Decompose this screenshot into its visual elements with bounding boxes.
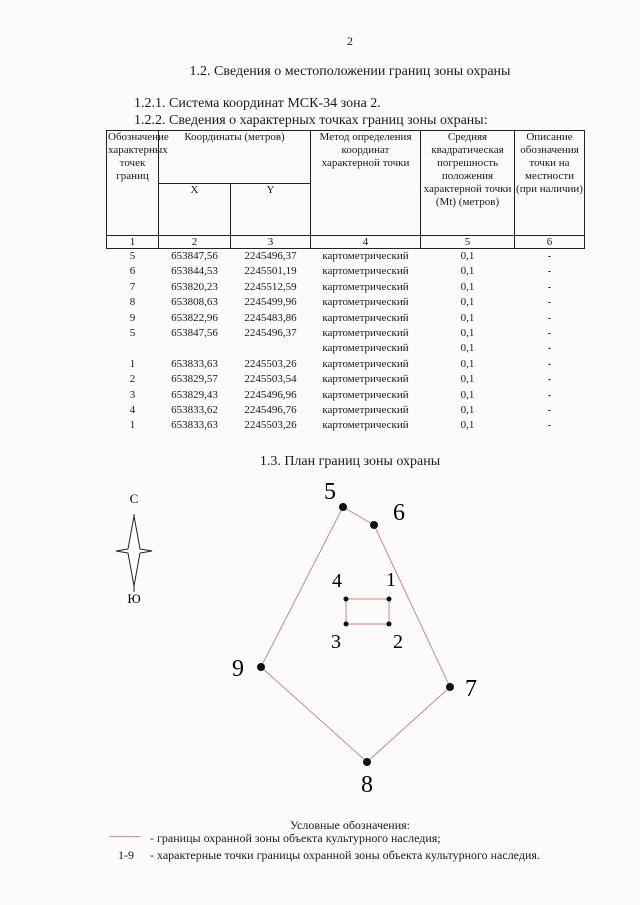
table-row xyxy=(107,388,585,403)
table-cell-error: 0,1 xyxy=(460,388,475,401)
point-label: 9 xyxy=(232,656,244,682)
header-coordinates: Координаты (метров) xyxy=(159,131,311,184)
table-cell-method: картометрический xyxy=(322,404,409,417)
table-cell-x xyxy=(159,341,231,356)
table-cell-desc: - xyxy=(547,357,552,370)
table-row xyxy=(107,311,585,326)
table-cell-y: 2245503,26 xyxy=(244,419,297,432)
table-cell-desc: - xyxy=(547,327,552,340)
table-cell-method: картометрический xyxy=(322,373,409,386)
point-1 xyxy=(386,569,396,602)
table-cell-point: 1 xyxy=(129,357,136,370)
header-point-designation-text: Обозначение характерных точек границ xyxy=(108,131,169,182)
table-cell-y: 2245503,26 xyxy=(244,357,297,370)
table-cell-y: 2245496,37 xyxy=(244,250,297,262)
table-cell-desc: - xyxy=(547,404,552,417)
legend-marker-label: 1-9 xyxy=(118,848,134,862)
page-number: 2 xyxy=(347,34,353,48)
table-cell-point: 8 xyxy=(129,296,136,309)
legend-title: Условные обозначения: xyxy=(289,818,411,832)
header-error: Средняя квадратическая погрешность положения характерной точки (Mt) (метров) xyxy=(421,131,515,236)
table-cell-y: 2245496,96 xyxy=(244,388,297,401)
point-label: 5 xyxy=(324,479,336,505)
table-cell-x: 653808,63 xyxy=(171,296,218,309)
section-title: 1.2. Сведения о местоположении границ зоны охраны xyxy=(189,64,511,79)
table-row xyxy=(107,280,585,295)
table-cell-error: 0,1 xyxy=(460,311,475,324)
header-y: Y xyxy=(231,183,311,236)
table-cell-error: 0,1 xyxy=(460,419,475,432)
legend-boundary-text: - границы охранной зоны объекта культурного наследия; xyxy=(150,831,441,845)
table-cell-x: 653847,56 xyxy=(171,250,218,262)
table-cell-method: картометрический xyxy=(322,296,409,309)
table-cell-point: 2 xyxy=(129,373,136,386)
table-row xyxy=(107,372,585,387)
table-cell-error: 0,1 xyxy=(460,265,475,278)
table-cell-point: 1 xyxy=(129,419,136,432)
table-row xyxy=(107,357,585,372)
table-cell-x: 653822,96 xyxy=(171,311,218,324)
point-7 xyxy=(446,676,477,702)
header-point-designation xyxy=(107,131,169,236)
table-cell-error: 0,1 xyxy=(460,296,475,309)
table-cell-method: картометрический xyxy=(322,419,409,432)
column-number: 2 xyxy=(159,236,231,249)
point-label: 8 xyxy=(361,772,373,798)
point-6 xyxy=(370,500,405,529)
table-cell-desc: - xyxy=(547,388,552,401)
table-row xyxy=(107,326,585,341)
table-cell-x: 653833,62 xyxy=(171,404,218,417)
coordinate-system-line: 1.2.1. Система координат МСК-34 зона 2. xyxy=(134,96,381,111)
table-cell-x: 653829,43 xyxy=(171,388,218,401)
table-cell-y: 2245499,96 xyxy=(244,296,297,309)
table-cell-method: картометрический xyxy=(322,342,409,355)
table-cell-method: картометрический xyxy=(322,280,409,293)
point-label: 6 xyxy=(393,500,405,526)
point-3 xyxy=(331,622,349,654)
table-cell-desc: - xyxy=(547,296,552,309)
legend-points-text: - характерные точки границы охранной зоны объекта культурного наследия. xyxy=(150,848,540,862)
header-x: X xyxy=(159,183,231,236)
point-label: 3 xyxy=(331,631,341,653)
table-cell-error: 0,1 xyxy=(460,373,475,386)
inner-boundary-line xyxy=(346,599,389,624)
table-cell-point: 7 xyxy=(129,280,136,293)
north-label: С xyxy=(129,491,139,506)
table-cell-point: 5 xyxy=(129,327,136,340)
table-cell-method: картометрический xyxy=(322,327,409,340)
column-number: 4 xyxy=(311,236,421,249)
table-cell-y: 2245503,54 xyxy=(244,373,297,386)
table-cell-method: картометрический xyxy=(322,388,409,401)
table-cell-y: 2245483,86 xyxy=(244,311,297,324)
table-cell-x: 653829,57 xyxy=(171,373,218,386)
column-number: 1 xyxy=(107,236,159,249)
table-cell-point: 5 xyxy=(129,250,136,262)
table-cell-method: картометрический xyxy=(322,311,409,324)
table-row xyxy=(107,341,585,356)
table-cell-error: 0,1 xyxy=(460,250,475,262)
point-label: 7 xyxy=(465,676,477,702)
table-cell-desc: - xyxy=(547,280,552,293)
table-cell-method: картометрический xyxy=(322,250,409,262)
column-number: 5 xyxy=(421,236,515,249)
table-cell-x: 653847,56 xyxy=(171,327,218,340)
plan-title: 1.3. План границ зоны охраны xyxy=(259,454,441,469)
table-cell-y: 2245496,37 xyxy=(244,327,297,340)
table-cell-point: 4 xyxy=(129,404,136,417)
table-cell-y: 2245496,76 xyxy=(244,404,297,417)
table-cell-x: 653833,63 xyxy=(171,357,218,370)
point-9 xyxy=(232,656,265,682)
table-row xyxy=(107,249,585,265)
table-cell-x: 653820,23 xyxy=(171,280,218,293)
table-cell-method: картометрический xyxy=(322,357,409,370)
point-5 xyxy=(324,479,347,511)
table-cell-point: 9 xyxy=(129,311,136,324)
table-cell-x: 653833,63 xyxy=(171,419,218,432)
boundary-plan xyxy=(0,470,640,810)
table-cell-desc: - xyxy=(547,342,552,355)
table-cell-desc: - xyxy=(547,265,552,278)
point-label: 4 xyxy=(332,570,342,592)
point-label: 2 xyxy=(393,631,403,653)
table-cell-desc: - xyxy=(547,311,552,324)
point-8 xyxy=(361,758,373,798)
south-label: Ю xyxy=(127,591,141,606)
table-cell-desc: - xyxy=(547,250,552,262)
table-cell-y: 2245501,19 xyxy=(244,265,297,278)
column-number: 6 xyxy=(515,236,585,249)
characteristic-points-line: 1.2.2. Сведения о характерных точках границ зоны охраны: xyxy=(134,113,488,128)
table-cell-error: 0,1 xyxy=(460,342,475,355)
north-arrow-icon xyxy=(116,514,152,592)
table-cell-desc: - xyxy=(547,419,552,432)
table-cell-desc: - xyxy=(547,373,552,386)
table-cell-y: 2245512,59 xyxy=(244,280,297,293)
table-row xyxy=(107,264,585,279)
point-label: 1 xyxy=(386,569,396,591)
table-cell-method: картометрический xyxy=(322,265,409,278)
table-cell-point: 6 xyxy=(129,265,136,278)
outer-boundary-line xyxy=(261,507,450,762)
table-cell-point xyxy=(107,341,159,356)
table-row xyxy=(107,403,585,418)
point-4 xyxy=(332,570,349,602)
table-row xyxy=(107,295,585,310)
header-method: Метод определения координат характерной точки xyxy=(311,131,421,236)
header-description: Описание обозначения точки на местности (при наличии) xyxy=(515,131,585,236)
points-table xyxy=(106,130,585,434)
table-cell-point: 3 xyxy=(129,388,136,401)
table-cell-x: 653844,53 xyxy=(171,265,218,278)
table-cell-error: 0,1 xyxy=(460,357,475,370)
table-cell-error: 0,1 xyxy=(460,404,475,417)
column-number: 3 xyxy=(231,236,311,249)
table-cell-error: 0,1 xyxy=(460,280,475,293)
table-row xyxy=(107,418,585,433)
table-cell-error: 0,1 xyxy=(460,327,475,340)
column-number-row xyxy=(107,236,585,249)
legend-boundary-swatch xyxy=(109,836,140,837)
table-cell-y xyxy=(231,341,311,356)
point-2 xyxy=(387,622,404,654)
